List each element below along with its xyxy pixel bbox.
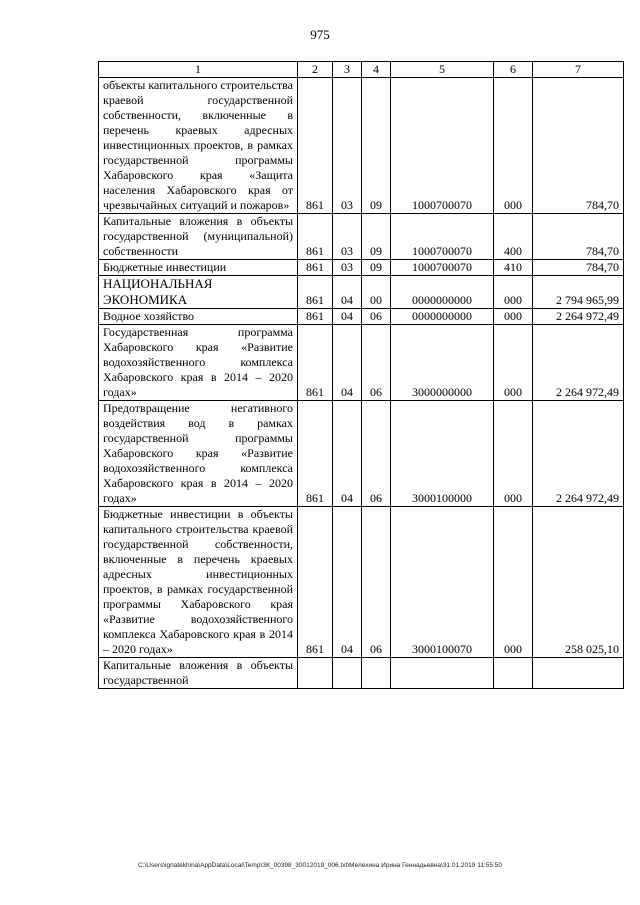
cell-ministry: 861: [298, 325, 333, 401]
cell-subsection: 00: [362, 276, 391, 309]
cell-expense-type: 000: [494, 276, 533, 309]
column-header: 2: [298, 62, 333, 78]
cell-ministry: 861: [298, 309, 333, 325]
table-row: [99, 325, 624, 401]
cell-target-article: 3000000000: [391, 325, 494, 401]
column-header: 6: [494, 62, 533, 78]
cell-ministry: 861: [298, 401, 333, 507]
table-row: [99, 214, 624, 260]
cell-expense-type: 000: [494, 325, 533, 401]
cell-section: [333, 658, 362, 689]
cell-target-article: [391, 658, 494, 689]
cell-ministry: 861: [298, 214, 333, 260]
table-row: [99, 401, 624, 507]
cell-expense-type: 000: [494, 507, 533, 658]
row-name: Государственная программа Хабаровского края «Развитие водохозяйственного комплекса Хабаровского края в 2014 – 2020 годах»: [99, 325, 298, 401]
cell-section: 04: [333, 325, 362, 401]
row-name: НАЦИОНАЛЬНАЯ ЭКОНОМИКА: [99, 276, 298, 309]
row-name: Бюджетные инвестиции: [99, 260, 298, 276]
file-path-footer: C:\Users\ignatekhina\AppData\Local\Temp\ЗК_00398_30012019_006.txt\Мелехина Ирина Геннадьевна\31.01.2019 11:55:50: [137, 862, 503, 869]
column-header: 3: [333, 62, 362, 78]
cell-section: 04: [333, 401, 362, 507]
column-header: 4: [362, 62, 391, 78]
cell-target-article: 1000700070: [391, 78, 494, 214]
page-number: 975: [310, 27, 330, 42]
cell-target-article: 1000700070: [391, 214, 494, 260]
cell-target-article: 3000100000: [391, 401, 494, 507]
cell-amount: 2 264 972,49: [533, 325, 624, 401]
cell-ministry: [298, 658, 333, 689]
row-name: Предотвращение негативного воздействия вод в рамках государственной программы Хабаровского края «Развитие водохозяйственного комплекса Хабаровского края в 2014 – 2020 годах»: [99, 401, 298, 507]
cell-section: 03: [333, 214, 362, 260]
cell-amount: 784,70: [533, 78, 624, 214]
table-row: [99, 309, 624, 325]
row-name: объекты капитального строительства краевой государственной собственности, включенные в перечень краевых адресных инвестиционных проектов, в рамках государственной программы Хабаровского края «Защита населения Хабаровского края от чрезвычайных ситуаций и пожаров»: [99, 78, 298, 214]
table-row: [99, 260, 624, 276]
cell-target-article: 1000700070: [391, 260, 494, 276]
row-name: Капитальные вложения в объекты государственной (муниципальной) собственности: [99, 214, 298, 260]
column-header: 5: [391, 62, 494, 78]
cell-expense-type: 000: [494, 401, 533, 507]
cell-amount: 2 794 965,99: [533, 276, 624, 309]
cell-section: 04: [333, 507, 362, 658]
cell-amount: 784,70: [533, 260, 624, 276]
cell-expense-type: 000: [494, 78, 533, 214]
cell-ministry: 861: [298, 260, 333, 276]
cell-ministry: 861: [298, 78, 333, 214]
cell-amount: 2 264 972,49: [533, 309, 624, 325]
cell-subsection: 06: [362, 401, 391, 507]
cell-subsection: 06: [362, 325, 391, 401]
table-row: [99, 658, 624, 689]
cell-amount: 2 264 972,49: [533, 401, 624, 507]
table-header-row: [99, 62, 624, 78]
cell-ministry: 861: [298, 507, 333, 658]
table-row: [99, 507, 624, 658]
cell-expense-type: [494, 658, 533, 689]
budget-table: [98, 61, 624, 689]
table-row: [99, 276, 624, 309]
table-row: [99, 78, 624, 214]
column-header: 1: [99, 62, 298, 78]
column-header: 7: [533, 62, 624, 78]
row-name: Бюджетные инвестиции в объекты капитального строительства краевой государственной собственности, включенные в перечень краевых адресных инвестиционных проектов, в рамках государственной программы Хабаровского края «Развитие водохозяйственного комплекса Хабаровского края в 2014 – 2020 годах»: [99, 507, 298, 658]
cell-expense-type: 400: [494, 214, 533, 260]
cell-section: 03: [333, 260, 362, 276]
cell-subsection: 09: [362, 78, 391, 214]
cell-ministry: 861: [298, 276, 333, 309]
cell-amount: [533, 658, 624, 689]
cell-section: 04: [333, 276, 362, 309]
cell-subsection: [362, 658, 391, 689]
cell-expense-type: 000: [494, 309, 533, 325]
cell-subsection: 06: [362, 309, 391, 325]
cell-subsection: 09: [362, 260, 391, 276]
cell-amount: 784,70: [533, 214, 624, 260]
cell-amount: 258 025,10: [533, 507, 624, 658]
cell-expense-type: 410: [494, 260, 533, 276]
cell-target-article: 3000100070: [391, 507, 494, 658]
row-name: Капитальные вложения в объекты государственной: [99, 658, 298, 689]
cell-section: 03: [333, 78, 362, 214]
cell-section: 04: [333, 309, 362, 325]
cell-subsection: 06: [362, 507, 391, 658]
row-name: Водное хозяйство: [99, 309, 298, 325]
cell-target-article: 0000000000: [391, 309, 494, 325]
cell-subsection: 09: [362, 214, 391, 260]
cell-target-article: 0000000000: [391, 276, 494, 309]
